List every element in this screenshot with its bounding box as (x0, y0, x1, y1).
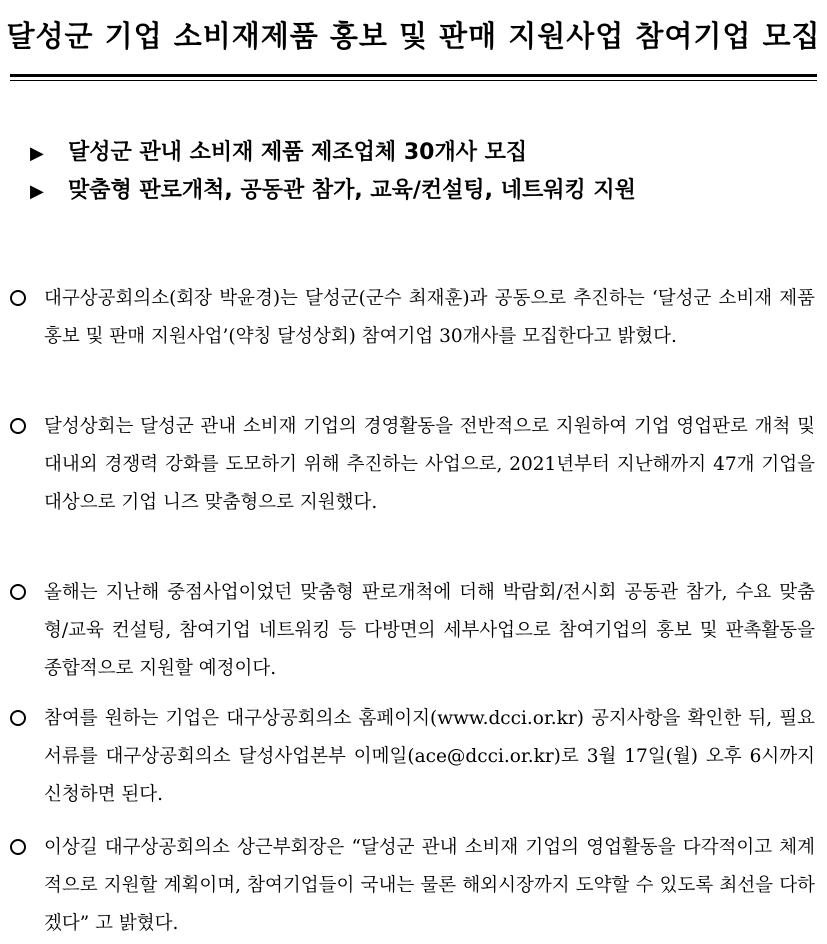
paragraph-text: 이상길 대구상공회의소 상근부회장은 “달성군 관내 소비재 기업의 영업활동을 다각적이고 체계적으로 지원할 계획이며, 참여기업들이 국내는 물론 해외시장까지 도약할 수 있도록 최선을 다하겠다” 고 밝혔다. (44, 837, 815, 934)
subtitle-list (30, 134, 636, 210)
body-paragraph (10, 280, 815, 356)
body-paragraph (10, 574, 815, 688)
body-paragraph (10, 408, 815, 522)
document-title: 달성군 기업 소비재제품 홍보 및 판매 지원사업 참여기업 모집 (6, 19, 821, 53)
circle-bullet-icon (10, 290, 26, 306)
subtitle-text: 달성군 관내 소비재 제품 제조업체 30개사 모집 (68, 140, 528, 165)
title-divider-thick (10, 74, 817, 77)
body-paragraph (10, 700, 815, 814)
title-divider-thin (10, 80, 817, 81)
circle-bullet-icon (10, 418, 26, 434)
body-paragraph (10, 829, 815, 943)
paragraph-text: 올해는 지난해 중점사업이었던 맞춤형 판로개척에 더해 박람회/전시회 공동관 참가, 수요 맞춤형/교육 컨설팅, 참여기업 네트워킹 등 다방면의 세부사업으로 참여기업의 홍보 및 판촉활동을 종합적으로 지원할 예정이다. (44, 582, 815, 679)
circle-bullet-icon (10, 839, 26, 855)
circle-bullet-icon (10, 584, 26, 600)
triangle-bullet-icon: ▶ (30, 181, 44, 202)
subtitle-item (30, 172, 636, 210)
subtitle-item (30, 134, 636, 172)
paragraph-text: 달성상회는 달성군 관내 소비재 기업의 경영활동을 전반적으로 지원하여 기업 영업판로 개척 및 대내외 경쟁력 강화를 도모하기 위해 추진하는 사업으로, 2021년부터 지난해까지 47개 기업을 대상으로 기업 니즈 맞춤형으로 지원했다. (44, 416, 815, 513)
circle-bullet-icon (10, 710, 26, 726)
subtitle-text: 맞춤형 판로개척, 공동관 참가, 교육/컨설팅, 네트워킹 지원 (68, 178, 636, 203)
paragraph-text: 대구상공회의소(회장 박윤경)는 달성군(군수 최재훈)과 공동으로 추진하는 ‘달성군 소비재 제품 홍보 및 판매 지원사업’(약칭 달성상회) 참여기업 30개사를 모집한다고 밝혔다. (44, 288, 815, 347)
paragraph-text: 참여를 원하는 기업은 대구상공회의소 홈페이지(www.dcci.or.kr) 공지사항을 확인한 뒤, 필요서류를 대구상공회의소 달성사업본부 이메일(ace@dcci.or.kr)로 3월 17일(월) 오후 6시까지 신청하면 된다. (44, 708, 815, 805)
triangle-bullet-icon: ▶ (30, 143, 44, 164)
